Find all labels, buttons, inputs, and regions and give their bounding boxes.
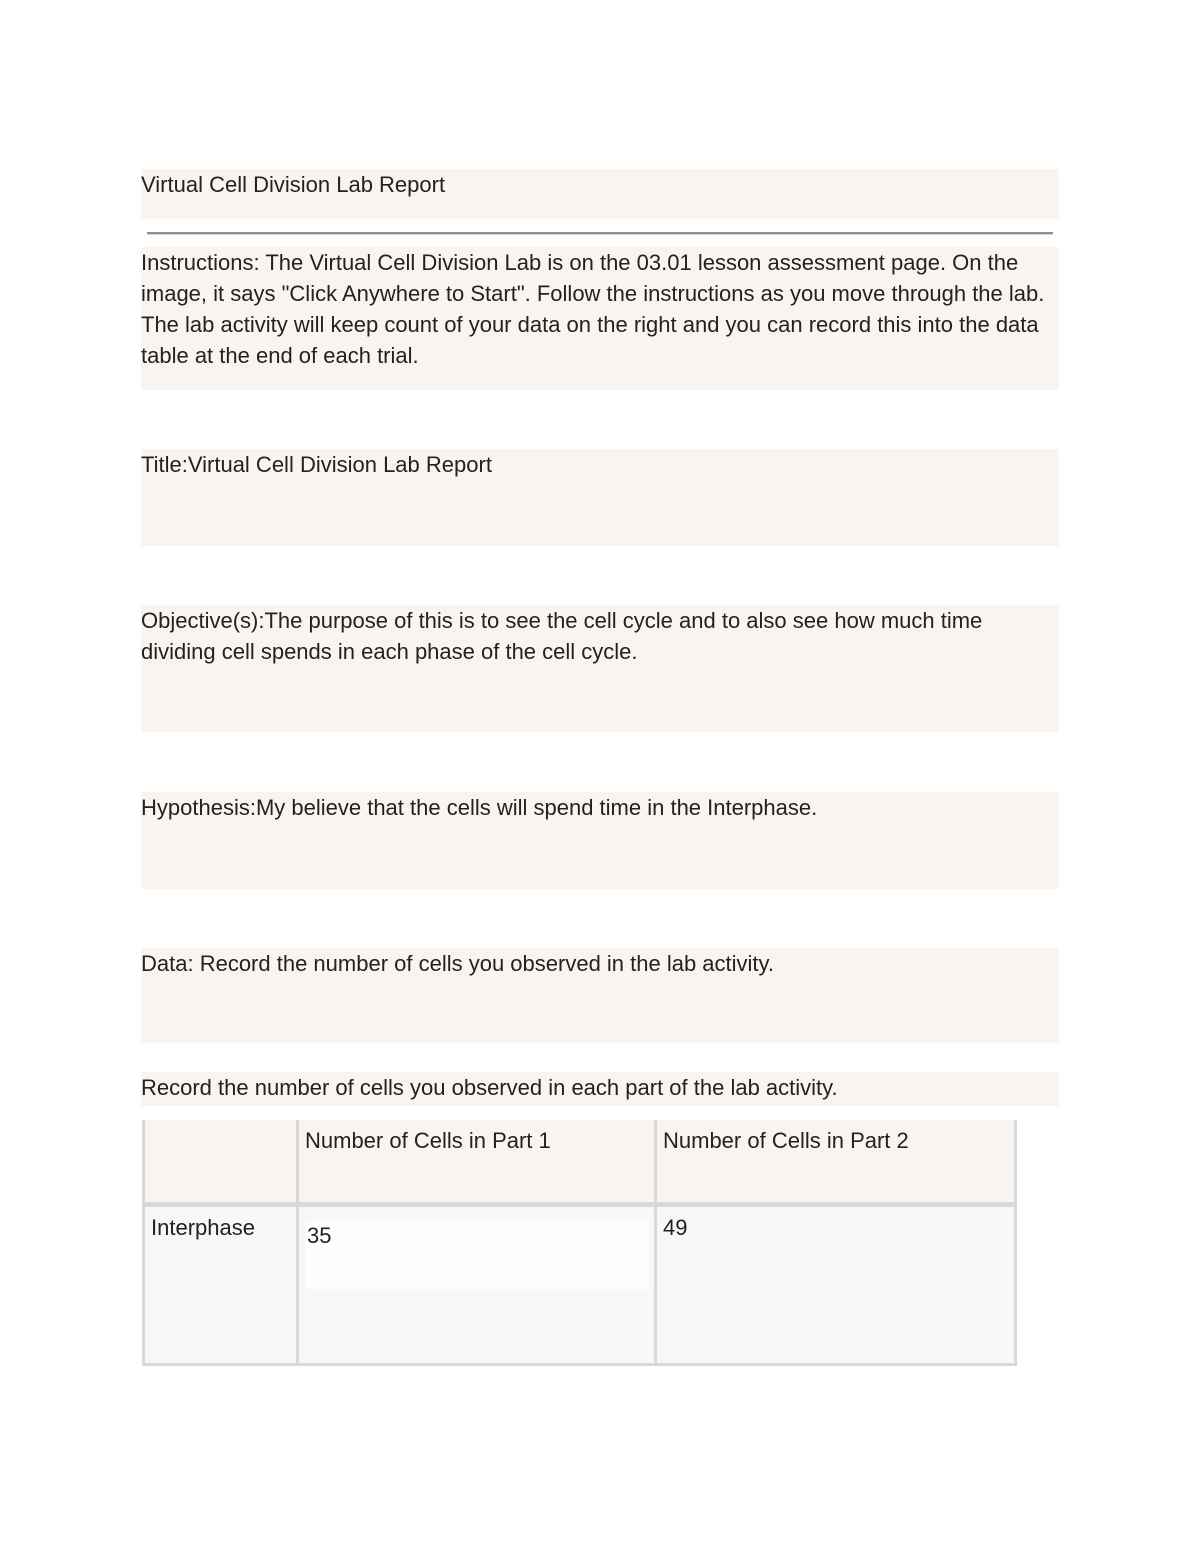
part1-interphase-input[interactable]: 35 [305, 1221, 649, 1289]
data-section [141, 948, 1059, 1043]
cell-count-table [142, 1120, 1017, 1366]
hypothesis-field-text: Hypothesis:My believe that the cells will spend time in the Interphase. [141, 795, 818, 820]
phase-label-interphase: Interphase [144, 1204, 298, 1364]
instructions-section [141, 247, 1059, 390]
table-header-part1: Number of Cells in Part 1 [298, 1120, 656, 1204]
title-field-text: Title:Virtual Cell Division Lab Report [141, 452, 492, 477]
document-title [141, 169, 1059, 219]
table-header-blank [144, 1120, 298, 1204]
objective-field-text: Objective(s):The purpose of this is to see the cell cycle and to also see how much time dividing cell spends in each phase of the cell cycle. [141, 608, 989, 664]
data-intro-text: Data: Record the number of cells you observed in the lab activity. [141, 951, 775, 976]
objective-section[interactable] [141, 605, 1059, 732]
table-header-part2: Number of Cells in Part 2 [656, 1120, 1016, 1204]
table-caption [141, 1072, 1059, 1106]
title-section[interactable] [141, 449, 1059, 546]
part2-interphase-cell[interactable]: 49 [656, 1204, 1016, 1364]
instructions-text: Instructions: The Virtual Cell Division Lab is on the 03.01 lesson assessment page. On the image, it says "Click Anywhere to Start". Follow the instructions as you move through the lab. The lab activity will keep count of your data on the right and you can record this into the data table at the end of each trial. [141, 250, 1051, 368]
table-header-row [144, 1120, 1016, 1204]
table-caption-text: Record the number of cells you observed in each part of the lab activity. [141, 1075, 838, 1100]
hypothesis-section[interactable] [141, 792, 1059, 889]
horizontal-divider [147, 232, 1053, 235]
document-title-text: Virtual Cell Division Lab Report [141, 172, 446, 197]
part1-cell[interactable] [298, 1204, 656, 1364]
table-row [144, 1204, 1016, 1364]
